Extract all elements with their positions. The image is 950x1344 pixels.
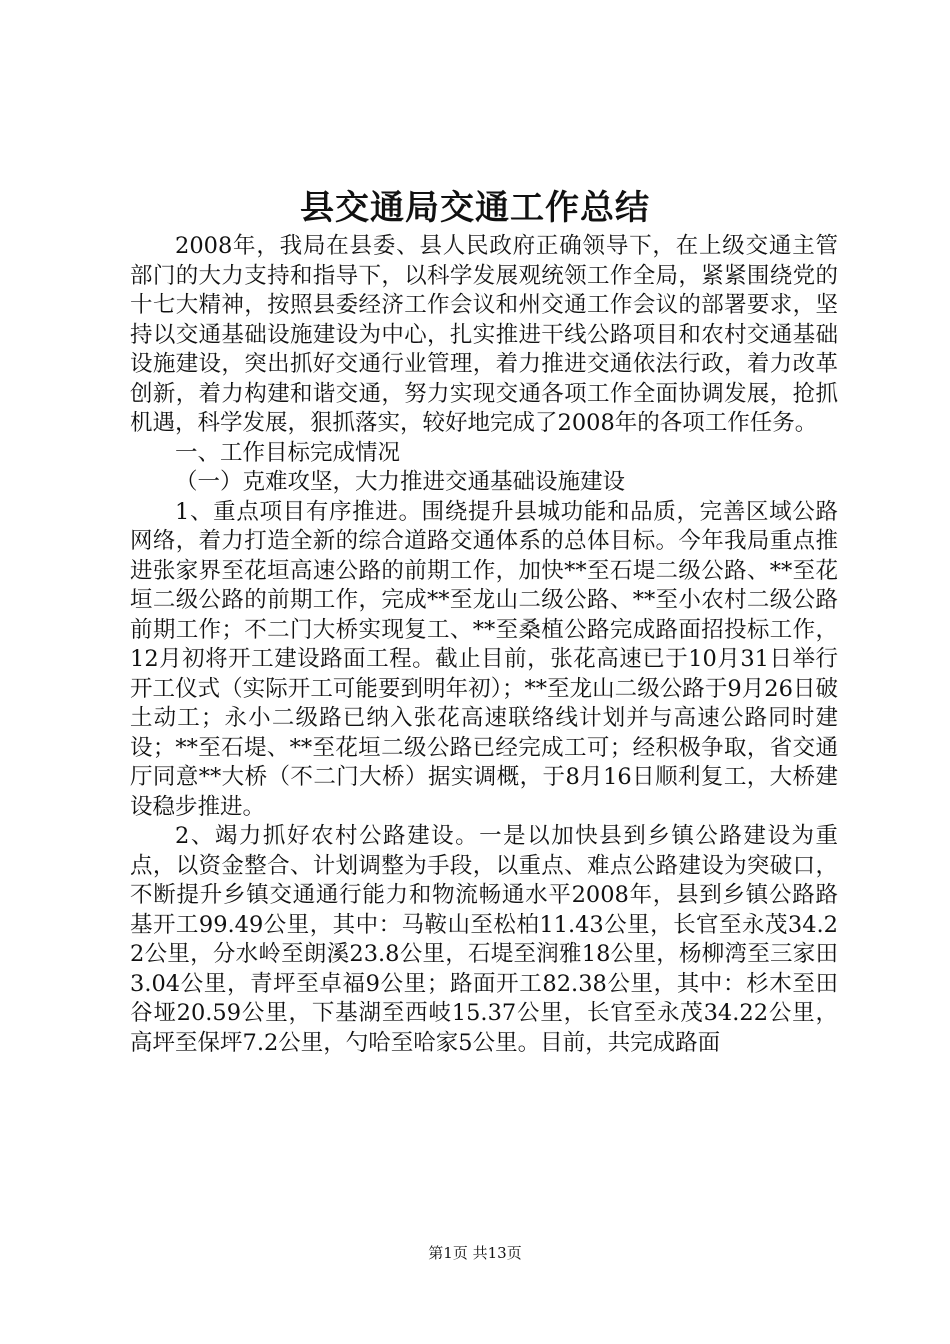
page-number: 第1页 共13页 (428, 1244, 522, 1262)
paragraph-key-projects: 1、重点项目有序推进。围绕提升县城功能和品质，完善区域公路网络，着力打造全新的综合道路交通体系的总体目标。今年我局重点推进张家界至花垣高速公路的前期工作，加快**至石堤二级公路、**至花垣二级公路的前期工作，完成**至龙山二级公路、**至小农村二级公路前期工作；不二门大桥实现复工、**至桑植公路完成路面招投标工作，12月初将开工建设路面工程。截止目前，张花高速已于10月31日举行开工仪式（实际开工可能要到明年初）；**至龙山二级公路于9月26日破土动工；永小二级路已纳入张花高速联络线计划并与高速公路同时建设；**至石堤、**至花垣二级公路已经完成工可；经积极争取，省交通厅同意**大桥（不二门大桥）据实调概，于8月16日顺利复工，大桥建设稳步推进。 (130, 498, 838, 820)
paragraph-intro: 2008年，我局在县委、县人民政府正确领导下，在上级交通主管部门的大力支持和指导下，以科学发展观统领工作全局，紧紧围绕党的十七大精神，按照县委经济工作会议和州交通工作会议的部署要求，坚持以交通基础设施建设为中心，扎实推进干线公路项目和农村交通基础设施建设，突出抓好交通行业管理，着力推进交通依法行政，着力改革创新，着力构建和谐交通，努力实现交通各项工作全面协调发展，抢抓机遇，科学发展，狠抓落实，较好地完成了2008年的各项工作任务。 (130, 233, 838, 436)
heading-section-1: 一、工作目标完成情况 (175, 439, 401, 466)
document-body (130, 232, 838, 1058)
document-title: 县交通局交通工作总结 (300, 188, 650, 228)
heading-subsection-1: （一）克难攻坚，大力推进交通基础设施建设 (175, 469, 626, 495)
paragraph-rural-roads: 2、竭力抓好农村公路建设。一是以加快县到乡镇公路建设为重点，以资金整合、计划调整为手段，以重点、难点公路建设为突破口，不断提升乡镇交通通行能力和物流畅通水平2008年，县到乡镇公路路基开工99.49公里，其中：马鞍山至松柏11.43公里，长官至永茂34.22公里，分水岭至朗溪23.8公里，石堤至润雅18公里，杨柳湾至三家田3.04公里，青坪至卓福9公里；路面开工82.38公里，其中：杉木至田谷垭20.59公里，下基湖至西岐15.37公里，长官至永茂34.22公里，高坪至保坪7.2公里，勺哈至哈家5公里。目前，共完成路面 (130, 823, 838, 1056)
